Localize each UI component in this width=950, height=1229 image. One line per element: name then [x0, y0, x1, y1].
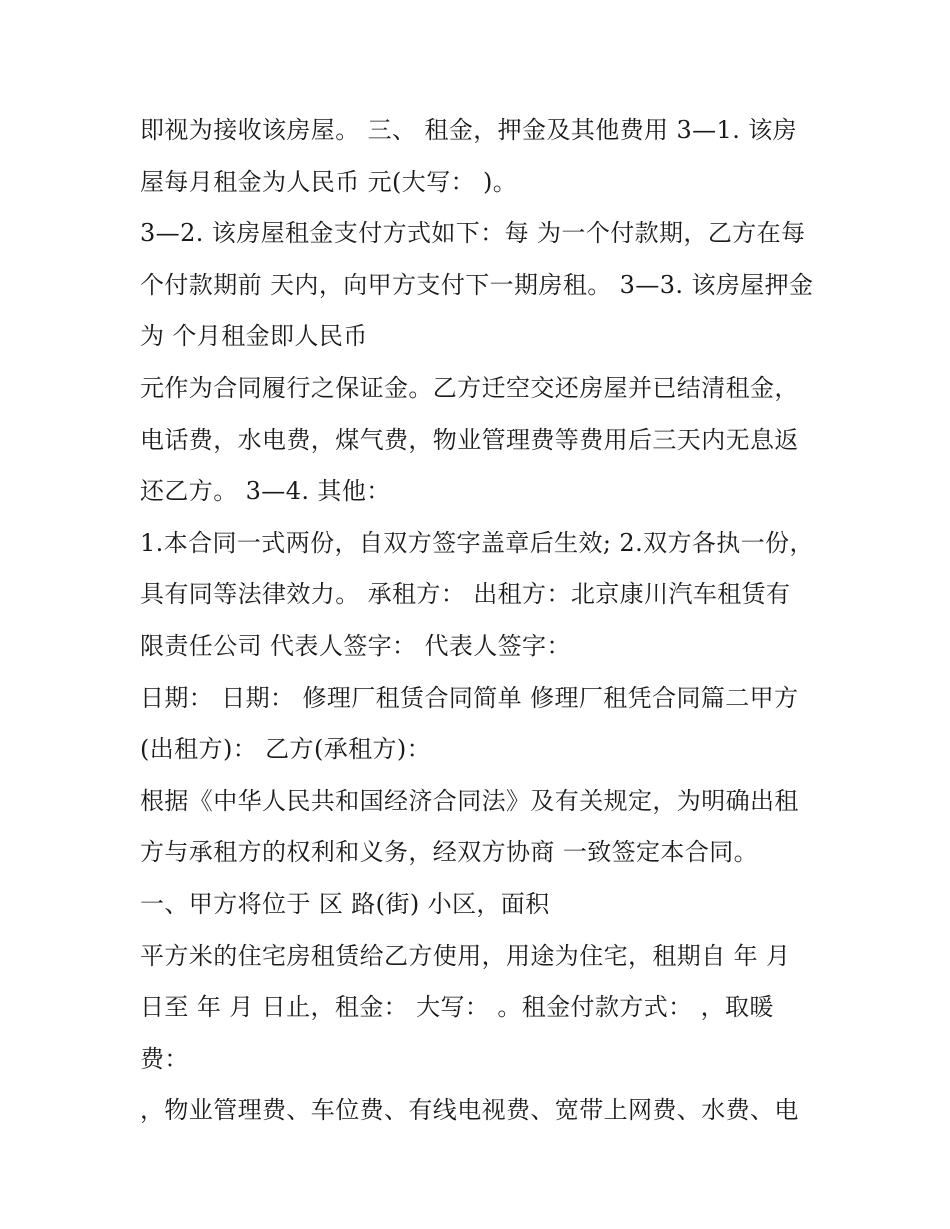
- text-line: 1.本合同一式两份，自双方签字盖章后生效; 2.双方各执一份，: [140, 528, 814, 557]
- text-line: 方与承租方的权利和义务，经双方协商 一致签定本合同。: [140, 838, 759, 867]
- text-line: 为 个月租金即人民币: [140, 322, 368, 351]
- text-line: 元作为合同履行之保证金。乙方迁空交还房屋并已结清租金，: [140, 373, 799, 402]
- text-line: 日至 年 月 日止，租金： 大写： 。租金付款方式： ，取暖: [140, 993, 774, 1022]
- document-body: [140, 108, 830, 1140]
- text-line: 具有同等法律效力。 承租方： 出租方：北京康川汽车租赁有: [140, 580, 791, 609]
- text-line: 平方米的住宅房租赁给乙方使用，用途为住宅，租期自 年 月: [140, 941, 791, 970]
- text-line: (出租方)： 乙方(承租方)：: [140, 735, 432, 764]
- text-line: 根据《中华人民共和国经济合同法》及有关规定，为明确出租: [140, 786, 799, 815]
- text-line: 个付款期前 天内，向甲方支付下一期房租。 3—3. 该房屋押金: [140, 270, 814, 299]
- text-line: 限责任公司 代表人签字： 代表人签字：: [140, 631, 571, 660]
- text-line: 还乙方。 3—4. 其他：: [140, 477, 391, 506]
- text-line: 费：: [140, 1044, 189, 1073]
- text-line: 屋每月租金为人民币 元(大写： )。: [140, 167, 518, 196]
- text-line: 3—2. 该房屋租金支付方式如下：每 为一个付款期，乙方在每: [140, 219, 806, 248]
- text-line: 日期： 日期： 修理厂租赁合同简单 修理厂租凭合同篇二甲方: [140, 683, 799, 712]
- text-line: 一、甲方将位于 区 路(街) 小区，面积: [140, 889, 550, 918]
- text-line: ，物业管理费、车位费、有线电视费、宽带上网费、水费、电: [140, 1096, 799, 1125]
- text-line: 即视为接收该房屋。 三、 租金，押金及其他费用 3—1. 该房: [140, 116, 798, 144]
- text-line: 电话费，水电费，煤气费，物业管理费等费用后三天内无息返: [140, 425, 799, 454]
